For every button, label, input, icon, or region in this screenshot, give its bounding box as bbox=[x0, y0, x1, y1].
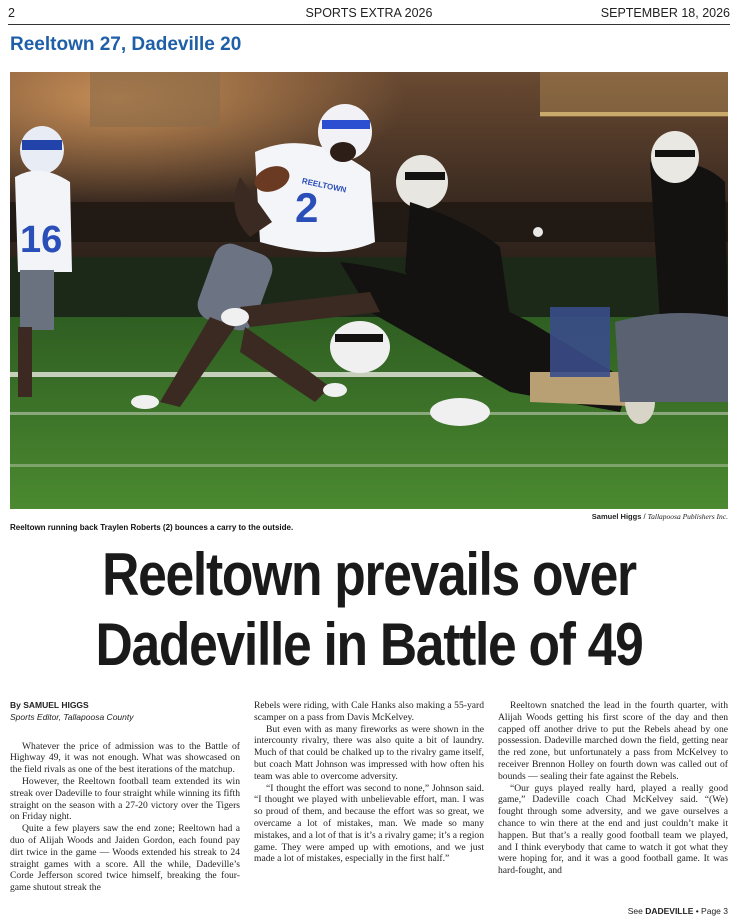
page-folio bbox=[8, 6, 730, 24]
photo-agency: Tallapoosa Publishers Inc. bbox=[647, 512, 728, 521]
photo-caption: Reeltown running back Traylen Roberts (2) bounces a carry to the outside. bbox=[10, 523, 294, 532]
article-column-3 bbox=[498, 700, 728, 877]
svg-text:16: 16 bbox=[20, 219, 63, 261]
paragraph: “Our guys played really hard, played a really good game,” Dadeville coach Chad McKelvey said. “(We) fought through some adversity, and we gave ourselves a chance to win there at the end and just couldn’t make it happen. But that’s a really good football team we played, and I think everybody that came to watch it got what they were hoping for, and it was a good football game. It was hard-fought, and bbox=[498, 782, 728, 877]
paragraph: But even with as many fireworks as were shown in the intercounty rivalry, there was also quite a bit of laundry. Much of that could be chalked up to the rivalry game itself, but coach Matt Johnson was impressed with how often his team was able to overcome adversity. bbox=[254, 723, 484, 782]
issue-date: SEPTEMBER 18, 2026 bbox=[600, 6, 730, 20]
svg-text:REELTOWN: REELTOWN bbox=[301, 176, 348, 195]
photo-credit bbox=[592, 512, 728, 521]
section-name: SPORTS EXTRA 2026 bbox=[305, 6, 433, 20]
article-column-2 bbox=[254, 700, 484, 865]
paragraph: “I thought the effort was second to none,” Johnson said. “I thought we played with unbelievable effort, man. I was so proud of them, and because the effort was so great, we overcame a lot of mistakes, man. We made so many mistakes, and a lot of that is it’s a rivalry game; it’s a region game. They were amped up with emotions, and we just made a lot of mistakes, especially in the first half.” bbox=[254, 782, 484, 865]
headline-line-2: Dadeville in Battle of 49 bbox=[95, 611, 643, 678]
jump-line[interactable] bbox=[628, 906, 728, 916]
football-action-image bbox=[10, 72, 728, 509]
page-number: 2 bbox=[8, 6, 15, 20]
byline-author: By SAMUEL HIGGS bbox=[10, 700, 89, 710]
score-kicker: Reeltown 27, Dadeville 20 bbox=[10, 34, 242, 55]
photographer-name: Samuel Higgs bbox=[591, 512, 642, 521]
byline-role: Sports Editor, Tallapoosa County bbox=[10, 711, 134, 722]
jump-page: • Page 3 bbox=[693, 906, 728, 916]
svg-text:2: 2 bbox=[295, 184, 319, 231]
paragraph: However, the Reeltown football team extended its win streak over Dadeville to four straight while winning its fifth straight on the season with a 27-20 victory over the Tigers on Friday night. bbox=[10, 775, 240, 823]
headline-line-1: Reeltown prevails over bbox=[102, 541, 636, 608]
article-headline bbox=[52, 540, 687, 680]
article-column-1 bbox=[10, 700, 240, 894]
folio-rule bbox=[8, 24, 730, 25]
paragraph: Whatever the price of admission was to the Battle of Highway 49, it was not enough. What was showcased on the field rivals as one of the best iterations of the matchup. bbox=[10, 740, 240, 776]
credit-separator: / bbox=[641, 512, 648, 521]
paragraph: Rebels were riding, with Cale Hanks also making a 55-yard scamper on a pass from Davis McKelvey. bbox=[254, 700, 484, 723]
game-photo bbox=[10, 72, 728, 509]
paragraph: Reeltown snatched the lead in the fourth quarter, with Alijah Woods getting his first score of the day and then capped off another drive to put the Rebels ahead by one possession. Dadeville marched down the field, getting near the red zone, but unfortunately a pass from McKelvey to receiver Brennon Holley on fourth down was called out of bounds — sealing their fate against the Rebels. bbox=[498, 700, 728, 782]
paragraph: Quite a few players saw the end zone; Reeltown had a duo of Alijah Woods and Jaiden Gordon, each found pay dirt twice in the game — Woods extended his streak to 24 straight games with a score. All the while, Dadeville’s Corde Jefferson scored twice himself, breaking the four-game shutout streak the bbox=[10, 823, 240, 894]
jump-prefix: See bbox=[627, 906, 646, 916]
jump-target[interactable]: DADEVILLE bbox=[645, 906, 694, 916]
